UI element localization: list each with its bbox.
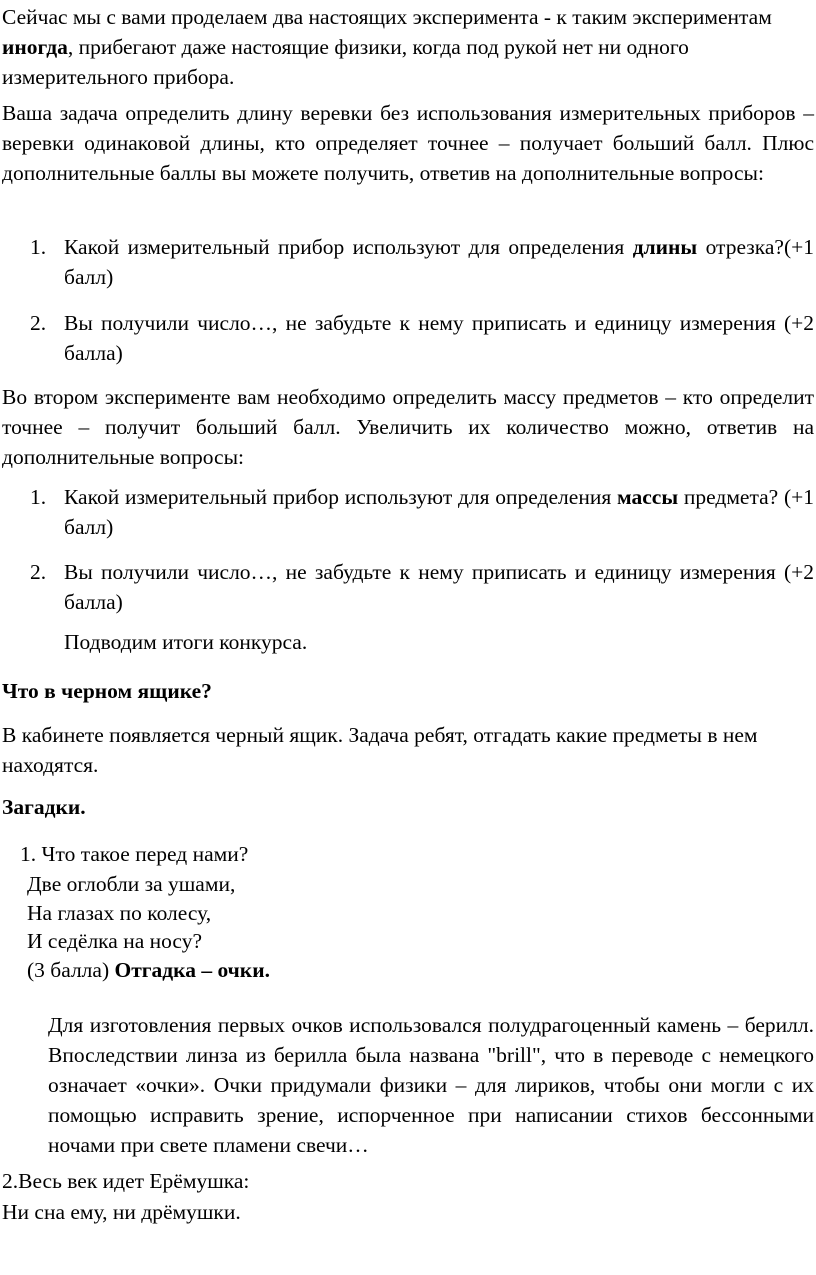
list-text: Какой измерительный прибор используют для определения массы предмета? (+1 балл)	[64, 485, 815, 539]
list-text: Вы получили число…, не забудьте к нему приписать и единицу измерения (+2 балла)	[64, 560, 814, 614]
intro-paragraph	[2, 2, 814, 92]
intro-text-b: , прибегают даже настоящие физики, когда под рукой нет ни одного измерительного прибора.	[2, 35, 689, 89]
riddle2-line1: 2.Весь век идет Ерёмушка:	[2, 1169, 250, 1193]
list-item	[30, 232, 814, 292]
task-length-paragraph: Ваша задача определить длину веревки без использования измерительных приборов – веревки одинаковой длины, кто определяет точнее – получает больший балл. Плюс дополнительные баллы вы можете получить, ответив на дополнительные вопросы:	[2, 101, 814, 185]
riddle1-line1: 1. Что такое перед нами?	[20, 842, 249, 866]
intro-text-a: Сейчас мы с вами проделаем два настоящих эксперимента - к таким экспериментам	[2, 5, 772, 29]
list-item	[30, 308, 814, 368]
intro-bold-word: иногда	[2, 35, 68, 59]
list-item	[30, 482, 814, 542]
summary-line: Подводим итоги конкурса.	[64, 630, 308, 654]
riddle1-line2: Две оглобли за ушами,	[27, 872, 236, 896]
riddle1-line4: И седёлка на носу?	[27, 929, 202, 953]
riddle1-points: (3 балла)	[27, 958, 115, 982]
list-number: 1.	[30, 485, 47, 509]
riddle1-answer-line	[27, 955, 270, 985]
list-number: 2.	[30, 311, 47, 335]
list-number: 2.	[30, 560, 47, 584]
glasses-paragraph: Для изготовления первых очков использовался полудрагоценный камень – берилл. Впоследствии линза из берилла была названа "brill", что в переводе с немецкого означает «очки». Очки придумали физики – для лириков, чтобы они могли с их помощью исправить зрение, испорченное при написании стихов бессонными ночами при свете пламени свечи…	[48, 1013, 814, 1157]
list-text: Вы получили число…, не забудьте к нему приписать и единицу измерения (+2 балла)	[64, 311, 814, 365]
black-box-paragraph: В кабинете появляется черный ящик. Задача ребят, отгадать какие предметы в нем находятся.	[2, 723, 758, 777]
list-item	[30, 557, 814, 617]
riddle1-answer: Отгадка – очки.	[114, 958, 270, 982]
task-mass-paragraph: Во втором эксперименте вам необходимо определить массу предметов – кто определит точнее – получит больший балл. Увеличить их количество можно, ответив на дополнительные вопросы:	[2, 385, 814, 469]
riddle2-line2: Ни сна ему, ни дрёмушки.	[2, 1200, 241, 1224]
riddle1-line3: На глазах по колесу,	[27, 901, 212, 925]
heading-riddles: Загадки.	[2, 795, 86, 819]
list-number: 1.	[30, 235, 47, 259]
list-text: Какой измерительный прибор используют для определения длины отрезка?(+1 балл)	[64, 235, 814, 289]
heading-black-box: Что в черном ящике?	[2, 679, 212, 703]
